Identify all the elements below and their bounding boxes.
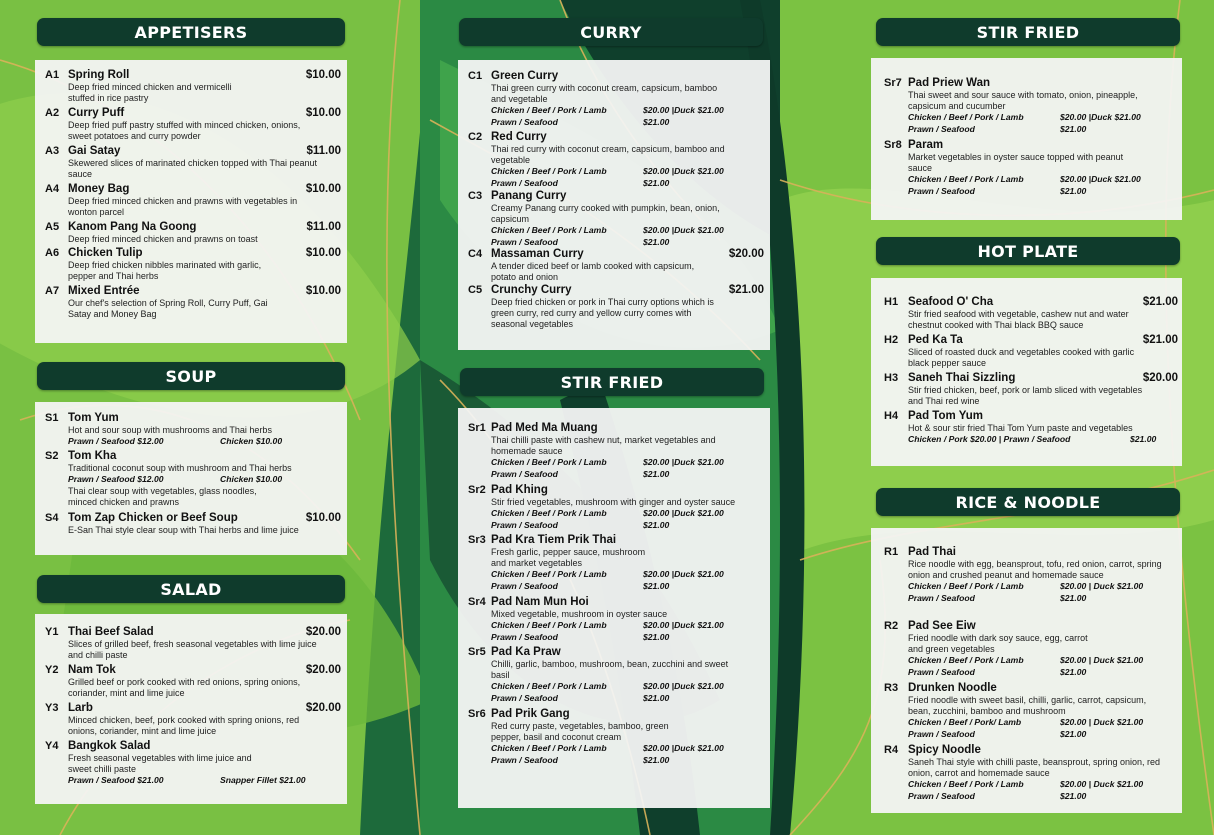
item-description: Fresh garlic, pepper sauce, mushroom and market vegetables	[491, 547, 646, 568]
item-description: E-San Thai style clear soup with Thai herbs and lime juice	[68, 525, 299, 535]
menu-item	[871, 744, 1182, 806]
item-code: A4	[45, 183, 60, 195]
item-code: R4	[884, 744, 899, 756]
item-name: Param	[908, 139, 944, 151]
price-option-label: Chicken / Beef / Pork / Lamb	[491, 620, 607, 630]
item-name: Kanom Pang Na Goong	[68, 221, 197, 233]
price-options: Prawn / Seafood $12.00 Chicken $10.00	[68, 474, 283, 484]
price-option-label: Prawn / Seafood	[908, 592, 975, 603]
menu-item	[35, 626, 347, 664]
price-options: Prawn / Seafood $12.00 Chicken $10.00	[68, 436, 283, 446]
item-code: Y1	[45, 626, 59, 638]
menu-item	[458, 190, 770, 248]
item-description: Thai red curry with coconut cream, capsicum, bamboo and vegetable	[491, 144, 725, 165]
item-price: $20.00	[305, 664, 341, 676]
curry-panel	[458, 60, 770, 350]
price-option-label: Chicken / Beef / Pork/ Lamb	[908, 717, 1022, 727]
price-option-label: Prawn / Seafood	[491, 468, 558, 479]
item-description: Thai chilli paste with cashew nut, market vegetables and homemade sauce	[491, 435, 716, 456]
price-option-label: Prawn / Seafood	[491, 580, 558, 591]
menu-item	[871, 139, 1182, 201]
price-options: Chicken / Pork $20.00 | Prawn / Seafood $21.00	[908, 434, 1157, 444]
menu-item	[458, 284, 770, 334]
item-price: $10.00	[305, 69, 341, 81]
menu-item	[35, 183, 347, 221]
item-code: C5	[468, 284, 483, 296]
item-description: Deep fried minced chicken and vermicelli stuffed in rice pastry	[68, 82, 232, 103]
price-option-label: Prawn / Seafood	[908, 666, 975, 677]
item-price: $21.00	[1142, 296, 1178, 308]
menu-item	[35, 107, 347, 145]
item-price: $10.00	[305, 107, 341, 119]
item-name: Massaman Curry	[491, 248, 584, 260]
rice-noodle-panel	[871, 528, 1182, 813]
item-description: Rice noodle with egg, beansprout, tofu, red onion, carrot, spring onion and crushed peanut and homemade sauce	[908, 559, 1162, 580]
price-option-label: Prawn / Seafood	[491, 519, 558, 530]
item-code: R2	[884, 620, 899, 632]
item-code: R1	[884, 546, 899, 558]
price-option-label: Prawn / Seafood $21.00	[68, 775, 164, 785]
item-price: $10.00	[305, 512, 341, 524]
item-code: Y2	[45, 664, 59, 676]
price-options: Chicken / Beef / Pork / Lamb $20.00 |Duck $21.00	[491, 743, 724, 753]
menu-item	[871, 334, 1182, 372]
item-price: $10.00	[305, 285, 341, 297]
price-options: Prawn / Seafood $21.00	[491, 177, 670, 188]
price-options: Chicken / Beef / Pork / Lamb $20.00 | Duck $21.00	[908, 655, 1144, 665]
item-price: $20.00	[728, 248, 764, 260]
menu-item	[458, 131, 770, 190]
item-description: Chilli, garlic, bamboo, mushroom, bean, zucchini and sweet basil	[491, 659, 729, 680]
menu-item	[35, 512, 347, 538]
price-options: Prawn / Seafood $21.00	[491, 519, 670, 530]
item-name: Larb	[68, 702, 93, 714]
item-description: Deep fried chicken nibbles marinated with garlic, pepper and Thai herbs	[68, 260, 262, 281]
item-code: A1	[45, 69, 60, 81]
item-name: Tom Zap Chicken or Beef Soup	[68, 512, 238, 524]
price-option-label: Chicken / Beef / Pork / Lamb	[908, 174, 1024, 184]
stir-fried-right-panel	[871, 58, 1182, 220]
price-option-label: Chicken / Beef / Pork / Lamb	[908, 112, 1024, 122]
item-name: Gai Satay	[68, 145, 121, 157]
menu-item	[871, 372, 1182, 410]
item-name: Panang Curry	[491, 190, 567, 202]
price-options: Chicken / Beef / Pork / Lamb $20.00 |Duck $21.00	[491, 508, 724, 518]
menu-item	[458, 422, 770, 484]
item-name: Thai Beef Salad	[68, 626, 154, 638]
item-description: Sliced of roasted duck and vegetables cooked with garlic black pepper sauce	[908, 347, 1135, 368]
item-code: Sr1	[468, 422, 486, 434]
item-code: Sr4	[468, 596, 486, 608]
appetisers-panel	[35, 60, 347, 343]
item-name: Curry Puff	[68, 107, 125, 119]
item-code: Y4	[45, 740, 59, 752]
menu-item	[35, 412, 347, 450]
item-description: Slices of grilled beef, fresh seasonal vegetables with lime juice and chilli paste	[68, 639, 317, 660]
price-option-label: Prawn / Seafood	[908, 728, 975, 739]
price-option-label: Prawn / Seafood	[908, 123, 975, 134]
item-code: A6	[45, 247, 60, 259]
item-price: $20.00	[305, 702, 341, 714]
price-option-label: Chicken / Pork $20.00 | Prawn / Seafood	[908, 434, 1071, 444]
rice-noodle-header: RICE & NOODLE	[876, 488, 1180, 516]
item-code: Sr5	[468, 646, 486, 658]
stir-fried-header: STIR FRIED	[460, 368, 764, 396]
item-code: Y3	[45, 702, 59, 714]
item-description: Thai green curry with coconut cream, capsicum, bamboo and vegetable	[491, 83, 718, 104]
price-option-label: Prawn / Seafood	[491, 754, 558, 765]
item-code: Sr8	[884, 139, 902, 151]
item-code: H2	[884, 334, 899, 346]
price-options: Chicken / Beef / Pork / Lamb $20.00 | Duck $21.00	[908, 779, 1144, 789]
item-description: A tender diced beef or lamb cooked with capsicum, potato and onion	[491, 261, 695, 282]
price-option-label: Prawn / Seafood	[491, 236, 558, 247]
item-name: Pad Priew Wan	[908, 77, 991, 89]
item-code: H1	[884, 296, 899, 308]
item-code: C1	[468, 70, 483, 82]
item-name: Spicy Noodle	[908, 744, 981, 756]
price-option-label: Chicken / Beef / Pork / Lamb	[908, 581, 1024, 591]
menu-item	[871, 296, 1182, 334]
item-price: $11.00	[306, 221, 341, 233]
price-options: Prawn / Seafood $21.00	[491, 631, 670, 642]
price-options: Prawn / Seafood $21.00	[491, 116, 670, 127]
price-option-label: Chicken / Beef / Pork / Lamb	[491, 508, 607, 518]
price-option-label: Prawn / Seafood $12.00	[68, 436, 164, 446]
menu-item	[458, 534, 770, 596]
menu-item	[35, 221, 347, 247]
item-description: Market vegetables in oyster sauce topped with peanut sauce	[908, 152, 1124, 173]
item-description: Deep fried minced chicken and prawns on toast	[68, 234, 258, 244]
price-option-label: Prawn / Seafood	[491, 177, 558, 188]
item-description: Traditional coconut soup with mushroom and Thai herbs	[68, 463, 292, 473]
price-option-label: Chicken / Beef / Pork / Lamb	[491, 681, 607, 691]
item-name: Ped Ka Ta	[908, 334, 963, 346]
item-name: Drunken Noodle	[908, 682, 997, 694]
item-name: Pad Prik Gang	[491, 708, 570, 720]
item-name: Pad Ka Praw	[491, 646, 561, 658]
item-name: Spring Roll	[68, 69, 130, 81]
item-price: $20.00	[1142, 372, 1178, 384]
price-options: Chicken / Beef / Pork / Lamb $20.00 |Duck $21.00	[908, 174, 1141, 184]
menu-item	[458, 646, 770, 708]
price-options: Chicken / Beef / Pork / Lamb $20.00 |Duck $21.00	[908, 112, 1141, 122]
item-code: Sr7	[884, 77, 902, 89]
item-code: A5	[45, 221, 60, 233]
item-description: Red curry paste, vegetables, bamboo, green pepper, basil and coconut cream	[491, 721, 669, 742]
price-options: Chicken / Beef / Pork / Lamb $20.00 | Duck $21.00	[908, 581, 1144, 591]
item-code: A3	[45, 145, 60, 157]
item-code: C4	[468, 248, 483, 260]
menu-item	[871, 682, 1182, 744]
curry-header: CURRY	[459, 18, 763, 46]
item-price: $20.00	[305, 626, 341, 638]
item-name: Tom Kha	[68, 450, 117, 462]
item-description: Stir fried chicken, beef, pork or lamb sliced with vegetables and Thai red wine	[908, 385, 1143, 406]
price-option-label: Chicken / Beef / Pork / Lamb	[491, 743, 607, 753]
item-description: Deep fried puff pastry stuffed with minced chicken, onions, sweet potatoes and curry powder	[68, 120, 301, 141]
item-name: Seafood O' Cha	[908, 296, 994, 308]
stir-fried-panel	[458, 408, 770, 808]
item-name: Money Bag	[68, 183, 130, 195]
item-description: Creamy Panang curry cooked with pumpkin, bean, onion, capsicum	[491, 203, 720, 224]
price-options: Prawn / Seafood $21.00	[491, 580, 670, 591]
item-description: Grilled beef or pork cooked with red onions, spring onions, coriander, mint and lime juice	[68, 677, 301, 698]
price-options: Chicken / Beef / Pork / Lamb $20.00 |Duck $21.00	[491, 620, 724, 630]
menu-item	[35, 145, 347, 183]
item-name: Green Curry	[491, 70, 559, 82]
item-name: Pad Tom Yum	[908, 410, 983, 422]
menu-item	[35, 740, 347, 790]
appetisers-header: APPETISERS	[37, 18, 345, 46]
item-description: Fresh seasonal vegetables with lime juice and sweet chilli paste	[68, 753, 252, 774]
menu-item	[458, 596, 770, 646]
price-option-label: Chicken / Beef / Pork / Lamb	[908, 655, 1024, 665]
item-description: Fried noodle with dark soy sauce, egg, carrot and green vegetables	[908, 633, 1088, 654]
item-name: Pad See Eiw	[908, 620, 976, 632]
price-options: Prawn / Seafood $21.00	[908, 185, 1087, 196]
menu-item	[871, 546, 1182, 620]
price-option-label: Chicken / Beef / Pork / Lamb	[908, 779, 1024, 789]
price-option-label: Prawn / Seafood	[908, 185, 975, 196]
price-options: Prawn / Seafood $21.00 Snapper Fillet $21.00	[68, 775, 306, 785]
item-name: Mixed Entrée	[68, 285, 140, 297]
price-option-label: Prawn / Seafood	[908, 790, 975, 801]
item-code: H3	[884, 372, 899, 384]
price-options: Prawn / Seafood $21.00	[908, 592, 1087, 603]
item-code: R3	[884, 682, 899, 694]
stir-fried-right-header: STIR FRIED	[876, 18, 1180, 46]
item-price: $10.00	[305, 183, 341, 195]
menu-item	[458, 708, 770, 770]
item-description: Stir fried vegetables, mushroom with ginger and oyster sauce	[491, 497, 736, 507]
item-name: Pad Khing	[491, 484, 548, 496]
item-name: Chicken Tulip	[68, 247, 143, 259]
salad-header: SALAD	[37, 575, 345, 603]
item-name: Crunchy Curry	[491, 284, 572, 296]
price-options: Chicken / Beef / Pork / Lamb $20.00 |Duck $21.00	[491, 105, 724, 115]
price-options: Prawn / Seafood $21.00	[491, 236, 670, 247]
item-code: H4	[884, 410, 899, 422]
price-options: Prawn / Seafood $21.00	[491, 754, 670, 765]
item-description: Thai clear soup with vegetables, glass noodles, minced chicken and prawns	[68, 485, 257, 507]
menu-item	[458, 484, 770, 534]
item-description: Saneh Thai style with chilli paste, beansprout, spring onion, red onion, carrot and homemade sauce	[908, 757, 1160, 778]
item-code: S2	[45, 450, 59, 462]
menu-item	[35, 702, 347, 740]
item-name: Saneh Thai Sizzling	[908, 372, 1016, 384]
soup-header: SOUP	[37, 362, 345, 390]
item-description: Stir fried seafood with vegetable, cashew nut and water chestnut cooked with Thai black BBQ sauce	[908, 309, 1129, 330]
menu-item	[35, 285, 347, 323]
menu-item	[35, 450, 347, 512]
menu-item	[35, 247, 347, 285]
item-code: A2	[45, 107, 60, 119]
menu-item	[458, 70, 770, 131]
price-options: Chicken / Beef / Pork/ Lamb $20.00 | Duck $21.00	[908, 717, 1144, 727]
item-code: S1	[45, 412, 59, 424]
item-name: Nam Tok	[68, 664, 116, 676]
item-name: Pad Kra Tiem Prik Thai	[491, 534, 617, 546]
price-option-label: Chicken / Beef / Pork / Lamb	[491, 569, 607, 579]
price-option-label: Chicken / Beef / Pork / Lamb	[491, 457, 607, 467]
item-description: Hot and sour soup with mushrooms and Thai herbs	[68, 425, 272, 435]
price-options: Prawn / Seafood $21.00	[908, 728, 1087, 739]
item-name: Pad Thai	[908, 546, 956, 558]
menu-item	[871, 620, 1182, 682]
item-code: Sr6	[468, 708, 486, 720]
item-code: S4	[45, 512, 59, 524]
item-description: Deep fried minced chicken and prawns with vegetables in wonton parcel	[68, 196, 298, 217]
price-options: Prawn / Seafood $21.00	[908, 790, 1087, 801]
hot-plate-panel	[871, 278, 1182, 466]
menu-item	[871, 410, 1182, 448]
item-description: Fried noodle with sweet basil, chilli, garlic, carrot, capsicum, bean, zucchini, bamboo and mushroom	[908, 695, 1147, 716]
item-code: A7	[45, 285, 60, 297]
price-options: Chicken / Beef / Pork / Lamb $20.00 |Duck $21.00	[491, 569, 724, 579]
item-description: Skewered slices of marinated chicken topped with Thai peanut sauce	[68, 158, 317, 179]
price-options: Prawn / Seafood $21.00	[908, 123, 1087, 134]
item-name: Pad Nam Mun Hoi	[491, 596, 589, 608]
price-option-label: Chicken / Beef / Pork / Lamb	[491, 105, 607, 115]
item-code: Sr3	[468, 534, 486, 546]
item-description: Mixed vegetable, mushroom in oyster sauce	[491, 609, 668, 619]
item-name: Red Curry	[491, 131, 547, 143]
price-options: Prawn / Seafood $21.00	[908, 666, 1087, 677]
price-option-label: Prawn / Seafood	[491, 692, 558, 703]
hot-plate-header: HOT PLATE	[876, 237, 1180, 265]
item-price: $10.00	[305, 247, 341, 259]
item-name: Pad Med Ma Muang	[491, 422, 598, 434]
price-option-label: Prawn / Seafood	[491, 631, 558, 642]
price-options: Chicken / Beef / Pork / Lamb $20.00 |Duck $21.00	[491, 681, 724, 691]
price-options: Chicken / Beef / Pork / Lamb $20.00 |Duck $21.00	[491, 225, 724, 235]
item-description: Deep fried chicken or pork in Thai curry options which is green curry, red curry and yellow curry comes with seasonal vegetables	[491, 297, 714, 329]
item-description: Minced chicken, beef, pork cooked with spring onions, red onions, coriander, mint and lime juice	[68, 715, 300, 736]
price-options: Prawn / Seafood $21.00	[491, 468, 670, 479]
menu-item	[458, 248, 770, 284]
price-option-label: Prawn / Seafood $12.00	[68, 474, 164, 484]
item-description: Hot & sour stir fried Thai Tom Yum paste and vegetables	[908, 423, 1133, 433]
item-code: C2	[468, 131, 483, 143]
price-options: Chicken / Beef / Pork / Lamb $20.00 |Duck $21.00	[491, 457, 724, 467]
menu-item	[35, 664, 347, 702]
item-description: Thai sweet and sour sauce with tomato, onion, pineapple, capsicum and cucumber	[908, 90, 1138, 111]
item-price: $21.00	[728, 284, 764, 296]
price-option-label: Chicken / Beef / Pork / Lamb	[491, 166, 607, 176]
item-code: C3	[468, 190, 483, 202]
menu-item	[35, 69, 347, 107]
item-name: Tom Yum	[68, 412, 119, 424]
item-name: Bangkok Salad	[68, 740, 151, 752]
item-code: Sr2	[468, 484, 486, 496]
price-option-label: Prawn / Seafood	[491, 116, 558, 127]
price-option-label: Chicken / Beef / Pork / Lamb	[491, 225, 607, 235]
item-price: $21.00	[1142, 334, 1178, 346]
salad-panel	[35, 614, 347, 804]
item-description: Our chef's selection of Spring Roll, Curry Puff, Gai Satay and Money Bag	[68, 298, 268, 319]
price-options: Chicken / Beef / Pork / Lamb $20.00 |Duck $21.00	[491, 166, 724, 176]
menu-item	[871, 77, 1182, 139]
soup-panel	[35, 402, 347, 555]
item-price: $11.00	[306, 145, 341, 157]
price-options: Prawn / Seafood $21.00	[491, 692, 670, 703]
